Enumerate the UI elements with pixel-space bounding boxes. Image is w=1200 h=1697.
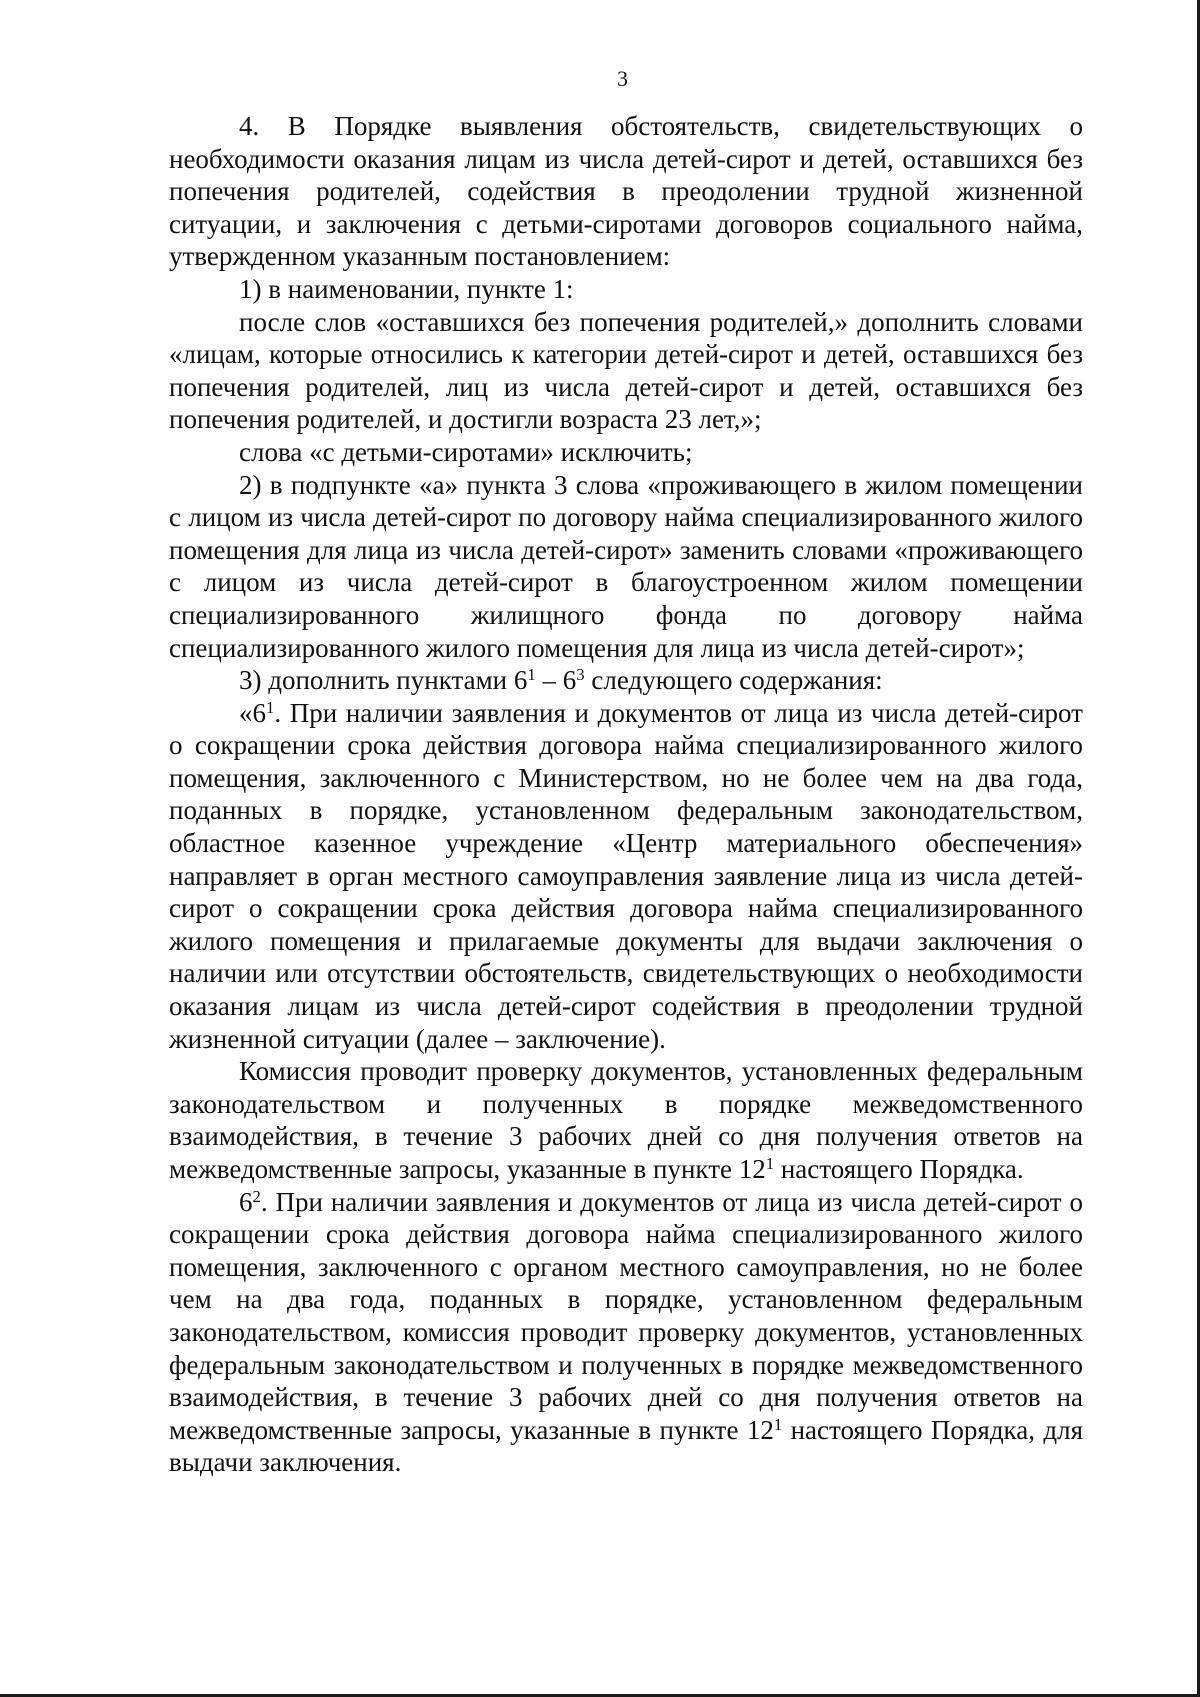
superscript: 3 [576, 664, 585, 684]
paragraph-commission [169, 1055, 1083, 1185]
paragraph-subitem-1: 1) в наименовании, пункте 1: [239, 273, 574, 304]
point-6-2-text-end: настоящего Порядка, для выдачи заключения. [169, 1414, 1084, 1478]
subitem-3-text-start: 3) дополнить пунктами 6 [239, 665, 528, 696]
commission-text-start: Комиссия проводит проверку документов, установленных федеральным законодательством и полученных в порядке межведомственного взаимодействия, в течение 3 рабочих дней со дня получения ответов на межведомственные запросы, указанные в пункте 12 [169, 1056, 1083, 1184]
paragraph-amendment-words: после слов «оставшихся без попечения родителей,» дополнить словами «лицам, которые относились к категории детей-сирот и детей, оставшихся без попечения родителей, лиц из числа детей-сирот и детей, оставшихся без попечения родителей, и достигли возраста 23 лет,»; [169, 306, 1083, 435]
paragraph-point-6-2 [169, 1186, 1083, 1479]
paragraph-subitem-3 [169, 664, 1083, 697]
page-number: 3 [617, 66, 628, 91]
paragraph-item-4: 4. В Порядке выявления обстоятельств, свидетельствующих о необходимости оказания лицам из числа детей-сирот и детей, оставшихся без попечения родителей, содействия в преодолении трудной жизненной ситуации, и заключения с детьми-сиротами договоров социального найма, утвержденном указанным постановлением: [169, 111, 1083, 272]
superscript: 1 [773, 1414, 783, 1434]
subitem-3-text-dash: – 6 [535, 665, 577, 696]
point-6-2-text-body: . При наличии заявления и документов от лица из числа детей-сирот о сокращении срока действия договора найма специализированного жилого помещения, заключенного с органом местного самоуправления, но не более чем на два года, поданных в порядке, установленном федеральным законодательством, комиссия проводит проверку документов, установленных федеральным законодательством и полученных в порядке межведомственного взаимодействия, в течение 3 рабочих дней со дня получения ответов на межведомственные запросы, указанные в пункте 12 [169, 1186, 1083, 1445]
point-6-1-text-start: «6 [239, 697, 266, 728]
superscript: 2 [252, 1186, 261, 1206]
point-6-1-text-body: . При наличии заявления и документов от лица из числа детей-сирот о сокращении срока действия договора найма специализированного жилого помещения, заключенного с Министерством, но не более чем на два года, поданных в порядке, установленном федеральным законодательством, областное казенное учреждение «Центр материального обеспечения» направляет в орган местного самоуправления заявление лица из числа детей-сирот о сокращении срока действия договора найма специализированного жилого помещения и прилагаемые документы для выдачи заключения о наличии или отсутствии обстоятельств, свидетельствующих о необходимости оказания лицам из числа детей-сирот содействия в преодолении трудной жизненной ситуации (далее – заключение). [169, 697, 1083, 1054]
document-body [169, 110, 1083, 1479]
paragraph-exclude-words: слова «с детьми-сиротами» исключить; [239, 436, 693, 467]
superscript: 1 [527, 664, 536, 684]
superscript: 1 [765, 1153, 775, 1173]
superscript: 1 [266, 697, 275, 717]
point-6-2-text-start: 6 [239, 1186, 253, 1217]
paragraph-subitem-2: 2) в подпункте «а» пункта 3 слова «проживающего в жилом помещении с лицом из числа детей-сирот по договору найма специализированного жилого помещения для лица из числа детей-сирот» заменить словами «проживающего с лицом из числа детей-сирот в благоустроенном жилом помещении специализированного жилищного фонда по договору найма специализированного жилого помещения для лица из числа детей-сирот»; [169, 469, 1083, 663]
subitem-3-text-end: следующего содержания: [584, 665, 883, 696]
commission-text-end: настоящего Порядка. [774, 1154, 1024, 1184]
paragraph-point-6-1 [169, 697, 1083, 1056]
